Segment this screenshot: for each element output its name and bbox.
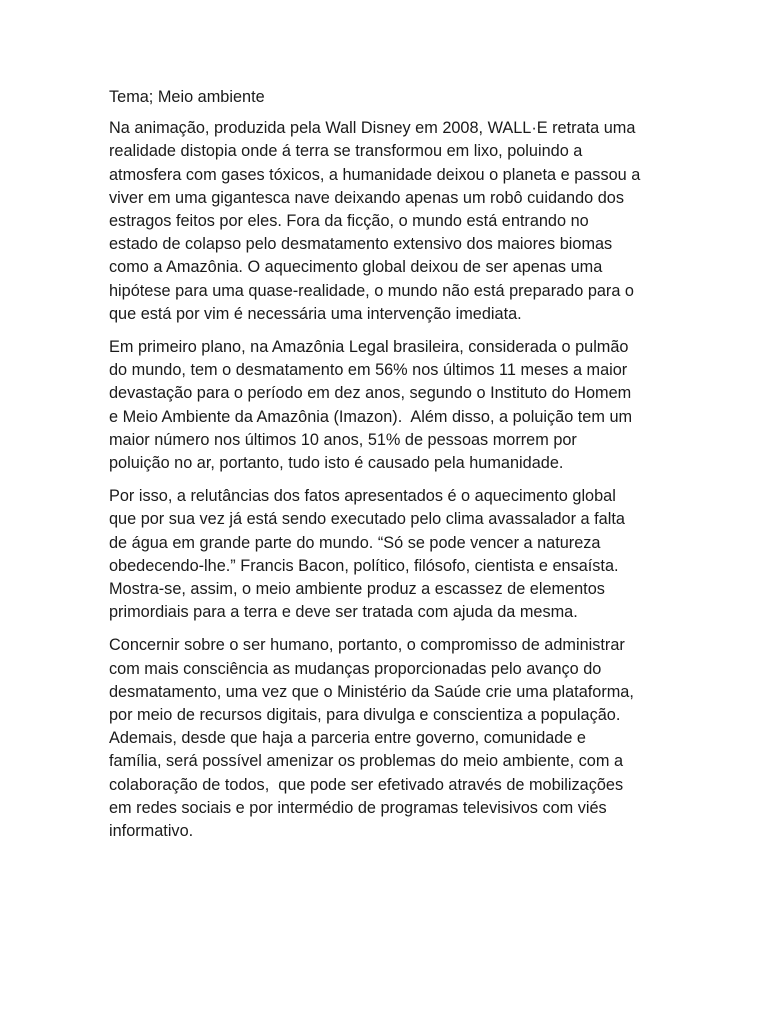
paragraph-line: realidade distopia onde á terra se transformou em lixo, poluindo a [109, 142, 583, 161]
paragraph-line: e Meio Ambiente da Amazônia (Imazon). Além disso, a poluição tem um [109, 407, 633, 426]
paragraph-line: maior número nos últimos 10 anos, 51% de pessoas morrem por [109, 430, 577, 449]
paragraph-line: devastação para o período em dez anos, segundo o Instituto do Homem [109, 384, 632, 403]
paragraph-line: Por isso, a relutâncias dos fatos apresentados é o aquecimento global [109, 487, 616, 506]
paragraph-line: de água em grande parte do mundo. “Só se pode vencer a natureza [109, 533, 601, 552]
paragraph-line: Mostra-se, assim, o meio ambiente produz a escassez de elementos [109, 580, 605, 599]
paragraph-line: do mundo, tem o desmatamento em 56% nos últimos 11 meses a maior [109, 361, 628, 380]
paragraph-line: viver em uma gigantesca nave deixando apenas um robô cuidando dos [109, 188, 624, 207]
paragraph-line: obedecendo-lhe.” Francis Bacon, político, filósofo, cientista e ensaísta. [109, 556, 619, 575]
paragraph-line: família, será possível amenizar os problemas do meio ambiente, com a [109, 752, 623, 771]
paragraph-line: estado de colapso pelo desmatamento extensivo dos maiores biomas [109, 235, 613, 254]
paragraph-line: como a Amazônia. O aquecimento global deixou de ser apenas uma [109, 258, 603, 277]
paragraph-line: hipótese para uma quase-realidade, o mundo não está preparado para o [109, 281, 634, 300]
paragraph-line: informativo. [109, 822, 194, 841]
paragraph-line: Concernir sobre o ser humano, portanto, o compromisso de administrar [109, 636, 625, 655]
paragraph-line: em redes sociais e por intermédio de programas televisivos com viés [109, 798, 607, 817]
paragraph-line: Ademais, desde que haja a parceria entre governo, comunidade e [109, 729, 586, 748]
paragraph-line: Na animação, produzida pela Wall Disney em 2008, WALL·E retrata uma [109, 119, 636, 138]
paragraph-line: com mais consciência as mudanças proporcionadas pelo avanço do [109, 659, 602, 678]
paragraph-introduction [109, 117, 669, 326]
paragraph-line: por meio de recursos digitais, para divulga e conscientiza a população. [109, 706, 621, 725]
paragraph-conclusion [109, 634, 669, 843]
document-title: Tema; Meio ambiente [109, 88, 265, 106]
paragraph-line: atmosfera com gases tóxicos, a humanidade deixou o planeta e passou a [109, 165, 641, 184]
paragraph-line: primordiais para a terra e deve ser tratada com ajuda da mesma. [109, 603, 578, 622]
paragraph-development-2 [109, 485, 669, 624]
paragraph-line: estragos feitos por eles. Fora da ficção, o mundo está entrando no [109, 212, 589, 231]
paragraph-line: desmatamento, uma vez que o Ministério da Saúde crie uma plataforma, [109, 682, 634, 701]
paragraph-line: poluição no ar, portanto, tudo isto é causado pela humanidade. [109, 454, 564, 473]
paragraph-line: colaboração de todos, que pode ser efetivado através de mobilizações [109, 775, 624, 794]
document-body [109, 86, 669, 853]
paragraph-line: que está por vim é necessária uma intervenção imediata. [109, 304, 522, 323]
paragraph-development-1 [109, 336, 669, 475]
paragraph-line: Em primeiro plano, na Amazônia Legal brasileira, considerada o pulmão [109, 338, 629, 357]
paragraph-line: que por sua vez já está sendo executado pelo clima avassalador a falta [109, 510, 625, 529]
